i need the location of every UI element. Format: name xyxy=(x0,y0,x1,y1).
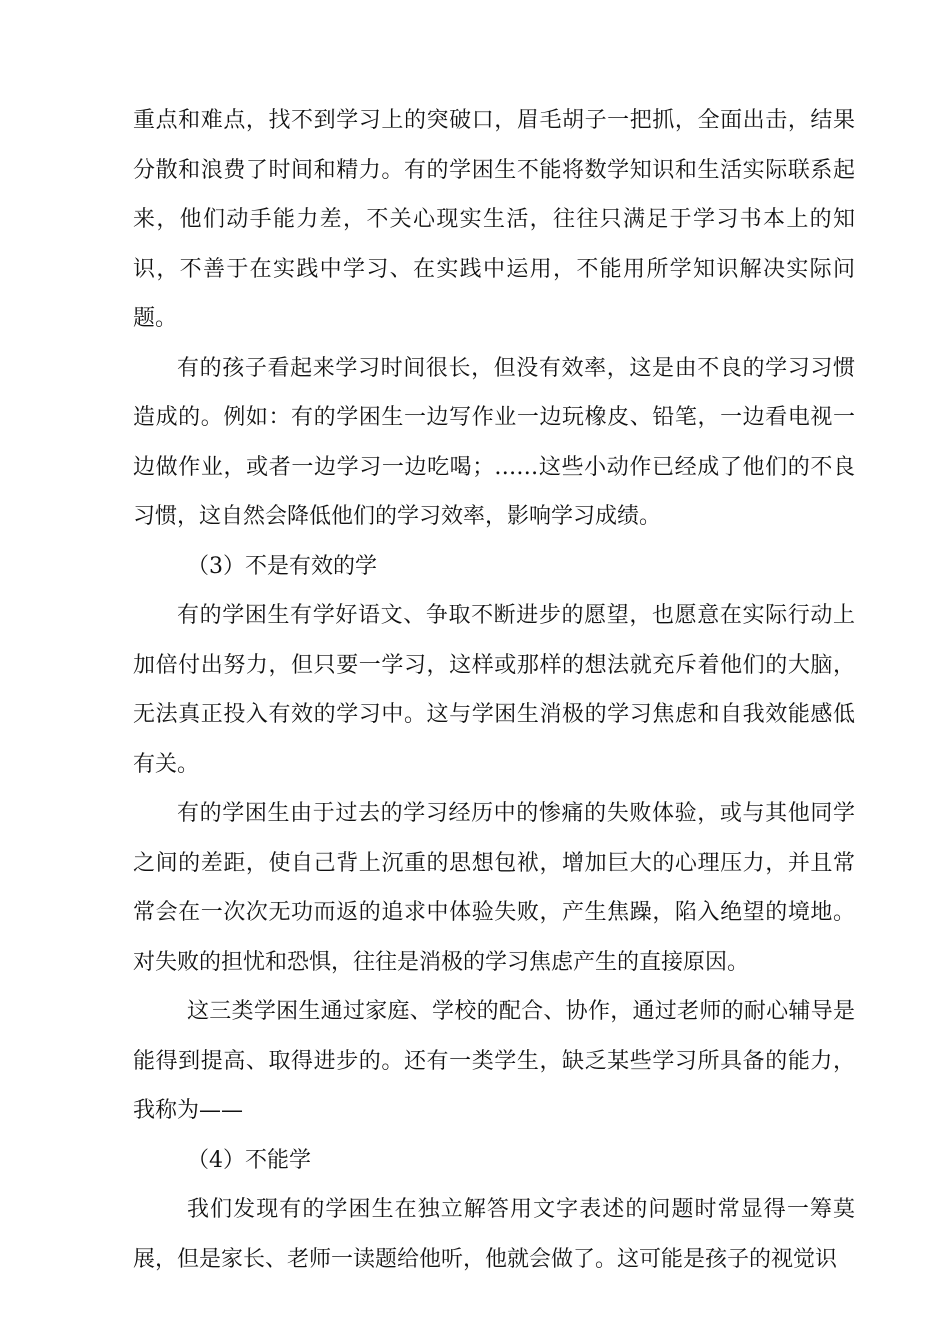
paragraph-visual-recognition: 我们发现有的学困生在独立解答用文字表述的问题时常显得一筹莫展，但是家长、老师一读题给他听，他就会做了。这可能是孩子的视觉识 xyxy=(133,1197,855,1272)
paragraph-failure-experience: 有的学困生由于过去的学习经历中的惨痛的失败体验，或与其他同学之间的差距，使自己背上沉重的思想包袱，增加巨大的心理压力，并且常常会在一次次无功而返的追求中体验失败，产生焦躁，陷入绝望的境地。对失败的担忧和恐惧，往往是消极的学习焦虑产生的直接原因。 xyxy=(133,801,855,975)
document-body xyxy=(133,96,855,1284)
section-heading-4: （4）不能学 xyxy=(187,1147,311,1173)
paragraph-continuation: 重点和难点，找不到学习上的突破口，眉毛胡子一把抓，全面出击，结果分散和浪费了时间和精力。有的学困生不能将数学知识和生活实际联系起来，他们动手能力差，不关心现实生活，往往只满足于学习书本上的知识，不善于在实践中学习、在实践中运用，不能用所学知识解决实际问题。 xyxy=(133,108,855,331)
paragraph-study-habits: 有的孩子看起来学习时间很长，但没有效率，这是由不良的学习习惯造成的。例如：有的学困生一边写作业一边玩橡皮、铅笔，一边看电视一边做作业，或者一边学习一边吃喝；……这些小动作已经成了他们的不良习惯，这自然会降低他们的学习效率，影响学习成绩。 xyxy=(133,355,855,529)
section-heading-3: （3）不是有效的学 xyxy=(187,553,377,579)
paragraph-three-types: 这三类学困生通过家庭、学校的配合、协作，通过老师的耐心辅导是能得到提高、取得进步的。还有一类学生，缺乏某些学习所具备的能力，我称为—— xyxy=(133,999,855,1123)
paragraph-learning-anxiety: 有的学困生有学好语文、争取不断进步的愿望，也愿意在实际行动上加倍付出努力，但只要一学习，这样或那样的想法就充斥着他们的大脑，无法真正投入有效的学习中。这与学困生消极的学习焦虑和自我效能感低有关。 xyxy=(133,603,855,777)
